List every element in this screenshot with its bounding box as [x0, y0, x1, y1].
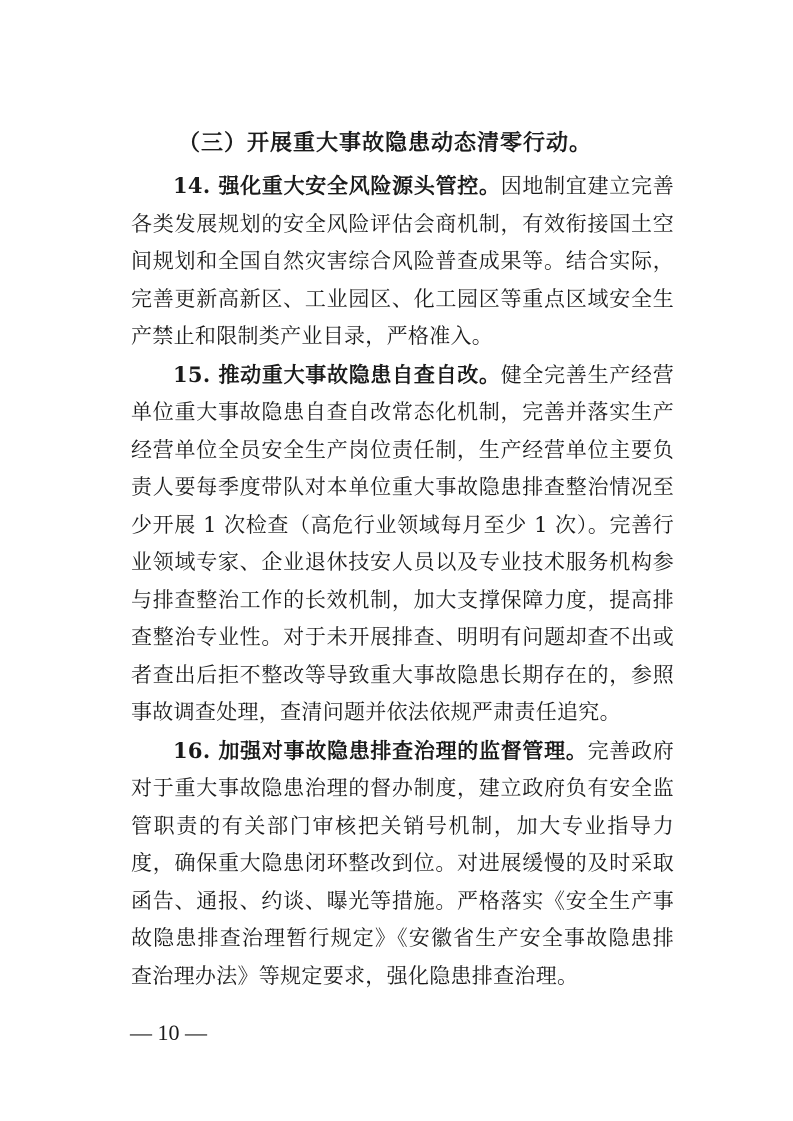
paragraph-14-lead: 14. 强化重大安全风险源头管控。 — [173, 173, 501, 198]
paragraph-15 — [131, 356, 674, 732]
page-number: — 10 — — [130, 1020, 207, 1045]
paragraph-14 — [131, 167, 674, 356]
paragraph-15-lead: 15. 推动重大事故隐患自查自改。 — [173, 361, 501, 387]
document-body — [131, 167, 674, 995]
paragraph-16-text: 完善政府对于重大事故隐患治理的督办制度，建立政府负有安全监管职责的有关部门审核把关销号机制，加大专业指导力度，确保重大隐患闭环整改到位。对进展缓慢的及时采取函告、通报、约谈、曝光等措施。严格落实《安全生产事故隐患排查治理暂行规定》《安徽省生产安全事故隐患排查治理办法》等规定要求，强化隐患排查治理。 — [131, 738, 674, 988]
paragraph-16-lead: 16. 加强对事故隐患排查治理的监督管理。 — [173, 737, 588, 763]
section-heading: （三）开展重大事故隐患动态清零行动。 — [178, 130, 593, 156]
paragraph-15-text: 健全完善生产经营单位重大事故隐患自查自改常态化机制，完善并落实生产经营单位全员安全生产岗位责任制，生产经营单位主要负责人要每季度带队对本单位重大事故隐患排查整治情况至少开展 1 次检查（高危行业领域每月至少 1 次）。完善行业领域专家、企业退休技安人员以及专业技术服务机构参与排查整治工作的长效机制，加大支撑保障力度，提高排查整治专业性。对于未开展排查、明明有问题却查不出或者查出后拒不整改等导致重大事故隐患长期存在的，参照事故调查处理，查清问题并依法依规严肃责任追究。 — [131, 362, 674, 724]
paragraph-14-text: 因地制宜建立完善各类发展规划的安全风险评估会商机制，有效衔接国土空间规划和全国自然灾害综合风险普查成果等。结合实际，完善更新高新区、工业园区、化工园区等重点区域安全生产禁止和限制类产业目录，严格准入。 — [131, 174, 674, 348]
paragraph-16 — [131, 732, 674, 996]
